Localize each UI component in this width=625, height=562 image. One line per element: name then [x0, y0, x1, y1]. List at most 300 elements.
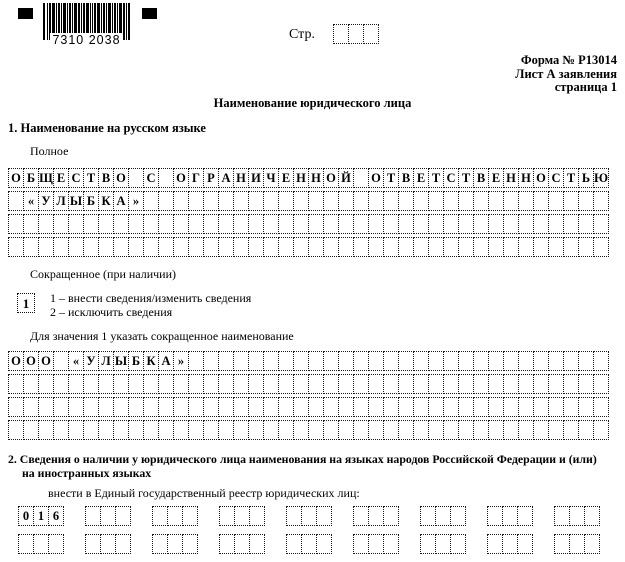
char-cell[interactable]: Ч — [263, 168, 279, 188]
char-cell[interactable]: О — [23, 351, 39, 371]
char-cell[interactable]: С — [548, 168, 564, 188]
char-cell[interactable] — [503, 397, 519, 417]
char-cell[interactable] — [518, 374, 534, 394]
char-cell[interactable] — [23, 214, 39, 234]
char-cell[interactable]: Т — [383, 168, 399, 188]
char-cell[interactable] — [368, 191, 384, 211]
char-cell[interactable]: С — [143, 168, 159, 188]
char-cell[interactable] — [548, 214, 564, 234]
char-cell[interactable] — [233, 214, 249, 234]
char-cell[interactable] — [518, 351, 534, 371]
char-cell[interactable] — [473, 374, 489, 394]
char-cell[interactable] — [518, 191, 534, 211]
char-cell[interactable] — [263, 351, 279, 371]
code-cell[interactable] — [435, 506, 451, 526]
char-cell[interactable] — [188, 374, 204, 394]
char-cell[interactable] — [368, 397, 384, 417]
char-cell[interactable] — [443, 374, 459, 394]
char-cell[interactable] — [293, 351, 309, 371]
char-cell[interactable] — [383, 214, 399, 234]
char-cell[interactable] — [503, 214, 519, 234]
char-cell[interactable] — [323, 214, 339, 234]
char-cell[interactable]: Н — [308, 168, 324, 188]
char-cell[interactable]: Б — [23, 168, 39, 188]
action-code-field[interactable]: 1 — [17, 293, 35, 313]
char-cell[interactable] — [488, 397, 504, 417]
char-cell[interactable]: К — [98, 191, 114, 211]
char-cell[interactable] — [203, 237, 219, 257]
char-cell[interactable] — [68, 397, 84, 417]
char-cell[interactable] — [473, 214, 489, 234]
char-cell[interactable] — [203, 420, 219, 440]
char-cell[interactable] — [233, 420, 249, 440]
char-cell[interactable] — [338, 374, 354, 394]
char-cell[interactable] — [143, 214, 159, 234]
char-cell[interactable] — [353, 168, 369, 188]
char-cell[interactable] — [38, 420, 54, 440]
char-cell[interactable] — [218, 374, 234, 394]
char-cell[interactable] — [443, 351, 459, 371]
char-cell[interactable] — [68, 374, 84, 394]
char-cell[interactable] — [503, 374, 519, 394]
char-cell[interactable]: Т — [83, 168, 99, 188]
char-cell[interactable] — [8, 214, 24, 234]
char-cell[interactable] — [23, 374, 39, 394]
char-cell[interactable] — [518, 237, 534, 257]
code-cell[interactable] — [450, 534, 466, 554]
char-cell[interactable]: Т — [563, 168, 579, 188]
code-cell[interactable] — [420, 534, 436, 554]
char-cell[interactable] — [533, 191, 549, 211]
char-cell[interactable] — [428, 420, 444, 440]
code-cell[interactable] — [219, 534, 235, 554]
char-cell[interactable] — [458, 397, 474, 417]
char-cell[interactable] — [503, 237, 519, 257]
char-cell[interactable] — [278, 237, 294, 257]
char-cell[interactable] — [578, 351, 594, 371]
char-cell[interactable] — [503, 191, 519, 211]
char-cell[interactable]: С — [443, 168, 459, 188]
char-cell[interactable] — [578, 374, 594, 394]
char-cell[interactable] — [563, 374, 579, 394]
code-cell[interactable] — [554, 506, 570, 526]
char-cell[interactable] — [518, 214, 534, 234]
char-cell[interactable] — [53, 397, 69, 417]
code-cell[interactable] — [420, 506, 436, 526]
code-cell[interactable] — [48, 534, 64, 554]
char-cell[interactable]: О — [533, 168, 549, 188]
char-cell[interactable] — [593, 214, 609, 234]
char-cell[interactable] — [488, 374, 504, 394]
char-cell[interactable] — [428, 214, 444, 234]
char-cell[interactable] — [593, 420, 609, 440]
code-cell[interactable] — [152, 506, 168, 526]
char-cell[interactable] — [398, 351, 414, 371]
char-cell[interactable] — [323, 374, 339, 394]
char-cell[interactable] — [158, 374, 174, 394]
char-cell[interactable] — [263, 397, 279, 417]
char-cell[interactable]: А — [158, 351, 174, 371]
char-cell[interactable] — [278, 374, 294, 394]
char-cell[interactable] — [173, 374, 189, 394]
char-cell[interactable] — [593, 237, 609, 257]
code-cell[interactable] — [100, 506, 116, 526]
char-cell[interactable]: Й — [338, 168, 354, 188]
char-cell[interactable] — [248, 374, 264, 394]
char-cell[interactable] — [158, 214, 174, 234]
char-cell[interactable] — [263, 214, 279, 234]
char-cell[interactable] — [338, 191, 354, 211]
char-cell[interactable] — [368, 374, 384, 394]
code-cell[interactable]: 0 — [18, 506, 34, 526]
char-cell[interactable] — [308, 214, 324, 234]
char-cell[interactable] — [113, 214, 129, 234]
char-cell[interactable]: Е — [53, 168, 69, 188]
char-cell[interactable]: А — [113, 191, 129, 211]
char-cell[interactable] — [293, 420, 309, 440]
code-cell[interactable] — [517, 534, 533, 554]
char-cell[interactable] — [413, 214, 429, 234]
char-cell[interactable] — [143, 191, 159, 211]
char-cell[interactable] — [278, 191, 294, 211]
char-cell[interactable] — [338, 351, 354, 371]
char-cell[interactable] — [233, 351, 249, 371]
char-cell[interactable] — [143, 237, 159, 257]
char-cell[interactable]: Л — [53, 191, 69, 211]
char-cell[interactable] — [323, 191, 339, 211]
char-cell[interactable] — [488, 420, 504, 440]
char-cell[interactable] — [428, 397, 444, 417]
char-cell[interactable] — [368, 351, 384, 371]
char-cell[interactable] — [473, 351, 489, 371]
code-cell[interactable] — [517, 506, 533, 526]
char-cell[interactable] — [308, 397, 324, 417]
code-cell[interactable] — [286, 534, 302, 554]
code-cell[interactable] — [584, 534, 600, 554]
char-cell[interactable] — [578, 397, 594, 417]
char-cell[interactable] — [383, 374, 399, 394]
code-cell[interactable] — [286, 506, 302, 526]
char-cell[interactable] — [563, 237, 579, 257]
char-cell[interactable] — [128, 168, 144, 188]
code-cell[interactable] — [383, 534, 399, 554]
code-cell[interactable] — [85, 506, 101, 526]
char-cell[interactable] — [428, 374, 444, 394]
char-cell[interactable]: В — [98, 168, 114, 188]
char-cell[interactable] — [233, 191, 249, 211]
char-cell[interactable] — [353, 237, 369, 257]
char-cell[interactable]: » — [128, 191, 144, 211]
code-cell[interactable] — [502, 534, 518, 554]
char-cell[interactable] — [23, 420, 39, 440]
char-cell[interactable]: Н — [503, 168, 519, 188]
char-cell[interactable] — [503, 420, 519, 440]
char-cell[interactable] — [593, 351, 609, 371]
char-cell[interactable] — [143, 397, 159, 417]
char-cell[interactable] — [158, 168, 174, 188]
char-cell[interactable] — [278, 420, 294, 440]
char-cell[interactable] — [398, 420, 414, 440]
char-cell[interactable] — [443, 420, 459, 440]
char-cell[interactable] — [548, 374, 564, 394]
char-cell[interactable] — [443, 191, 459, 211]
char-cell[interactable] — [338, 420, 354, 440]
char-cell[interactable] — [578, 420, 594, 440]
char-cell[interactable] — [443, 214, 459, 234]
code-cell[interactable]: 1 — [33, 506, 49, 526]
char-cell[interactable] — [548, 351, 564, 371]
char-cell[interactable]: Щ — [38, 168, 54, 188]
char-cell[interactable] — [8, 397, 24, 417]
char-cell[interactable] — [533, 420, 549, 440]
char-cell[interactable] — [368, 420, 384, 440]
char-cell[interactable] — [188, 237, 204, 257]
char-cell[interactable] — [218, 351, 234, 371]
code-cell[interactable] — [487, 534, 503, 554]
char-cell[interactable] — [68, 214, 84, 234]
char-cell[interactable] — [68, 237, 84, 257]
char-cell[interactable]: С — [68, 168, 84, 188]
char-cell[interactable]: Б — [83, 191, 99, 211]
char-cell[interactable]: О — [8, 168, 24, 188]
char-cell[interactable] — [458, 374, 474, 394]
char-cell[interactable] — [308, 351, 324, 371]
char-cell[interactable] — [53, 351, 69, 371]
code-cell[interactable] — [167, 506, 183, 526]
code-cell[interactable] — [383, 506, 399, 526]
char-cell[interactable] — [458, 191, 474, 211]
char-cell[interactable] — [593, 191, 609, 211]
char-cell[interactable] — [8, 237, 24, 257]
char-cell[interactable] — [248, 351, 264, 371]
char-cell[interactable] — [83, 237, 99, 257]
code-cell[interactable] — [435, 534, 451, 554]
code-cell[interactable] — [487, 506, 503, 526]
code-cell[interactable] — [234, 506, 250, 526]
char-cell[interactable] — [188, 214, 204, 234]
char-cell[interactable] — [488, 191, 504, 211]
char-cell[interactable] — [383, 351, 399, 371]
char-cell[interactable] — [413, 191, 429, 211]
char-cell[interactable] — [38, 237, 54, 257]
char-cell[interactable] — [128, 237, 144, 257]
char-cell[interactable] — [383, 420, 399, 440]
char-cell[interactable] — [458, 237, 474, 257]
char-cell[interactable] — [8, 374, 24, 394]
char-cell[interactable] — [293, 191, 309, 211]
char-cell[interactable] — [293, 374, 309, 394]
char-cell[interactable] — [563, 420, 579, 440]
char-cell[interactable] — [128, 397, 144, 417]
char-cell[interactable]: О — [323, 168, 339, 188]
char-cell[interactable] — [38, 397, 54, 417]
char-cell[interactable] — [308, 374, 324, 394]
char-cell[interactable]: О — [113, 168, 129, 188]
char-cell[interactable] — [233, 374, 249, 394]
char-cell[interactable] — [413, 237, 429, 257]
code-cell[interactable] — [167, 534, 183, 554]
char-cell[interactable] — [248, 191, 264, 211]
char-cell[interactable] — [353, 351, 369, 371]
char-cell[interactable]: У — [38, 191, 54, 211]
char-cell[interactable] — [218, 237, 234, 257]
char-cell[interactable] — [548, 420, 564, 440]
page-number-cell[interactable] — [348, 24, 364, 44]
char-cell[interactable] — [323, 397, 339, 417]
char-cell[interactable] — [278, 351, 294, 371]
code-cell[interactable] — [249, 506, 265, 526]
code-cell[interactable] — [368, 534, 384, 554]
char-cell[interactable]: О — [173, 168, 189, 188]
char-cell[interactable]: Е — [413, 168, 429, 188]
char-cell[interactable] — [248, 237, 264, 257]
char-cell[interactable] — [248, 214, 264, 234]
char-cell[interactable] — [83, 214, 99, 234]
char-cell[interactable] — [278, 397, 294, 417]
char-cell[interactable] — [398, 214, 414, 234]
char-cell[interactable] — [173, 237, 189, 257]
char-cell[interactable] — [518, 397, 534, 417]
char-cell[interactable] — [488, 237, 504, 257]
char-cell[interactable] — [533, 397, 549, 417]
code-cell[interactable] — [368, 506, 384, 526]
page-number-cell[interactable] — [333, 24, 349, 44]
char-cell[interactable] — [338, 237, 354, 257]
char-cell[interactable]: О — [8, 351, 24, 371]
char-cell[interactable] — [53, 237, 69, 257]
char-cell[interactable] — [188, 351, 204, 371]
char-cell[interactable] — [398, 397, 414, 417]
char-cell[interactable] — [473, 191, 489, 211]
code-cell[interactable] — [450, 506, 466, 526]
char-cell[interactable] — [563, 214, 579, 234]
char-cell[interactable] — [68, 420, 84, 440]
char-cell[interactable] — [263, 191, 279, 211]
char-cell[interactable] — [473, 237, 489, 257]
char-cell[interactable] — [128, 374, 144, 394]
char-cell[interactable] — [533, 214, 549, 234]
char-cell[interactable] — [203, 351, 219, 371]
code-cell[interactable] — [316, 506, 332, 526]
char-cell[interactable] — [38, 374, 54, 394]
char-cell[interactable] — [563, 397, 579, 417]
char-cell[interactable] — [98, 237, 114, 257]
char-cell[interactable] — [128, 420, 144, 440]
char-cell[interactable] — [203, 374, 219, 394]
char-cell[interactable] — [203, 191, 219, 211]
code-cell[interactable] — [115, 506, 131, 526]
char-cell[interactable] — [218, 214, 234, 234]
char-cell[interactable] — [548, 191, 564, 211]
char-cell[interactable] — [173, 397, 189, 417]
char-cell[interactable] — [53, 374, 69, 394]
char-cell[interactable] — [233, 397, 249, 417]
char-cell[interactable] — [143, 420, 159, 440]
char-cell[interactable] — [338, 214, 354, 234]
char-cell[interactable] — [188, 191, 204, 211]
char-cell[interactable] — [383, 397, 399, 417]
char-cell[interactable] — [158, 397, 174, 417]
char-cell[interactable] — [233, 237, 249, 257]
char-cell[interactable] — [353, 397, 369, 417]
page-number-cell[interactable] — [363, 24, 379, 44]
code-cell[interactable] — [569, 534, 585, 554]
char-cell[interactable] — [113, 374, 129, 394]
char-cell[interactable] — [458, 420, 474, 440]
char-cell[interactable] — [578, 191, 594, 211]
char-cell[interactable] — [398, 374, 414, 394]
code-cell[interactable] — [100, 534, 116, 554]
char-cell[interactable] — [308, 191, 324, 211]
code-cell[interactable] — [234, 534, 250, 554]
char-cell[interactable] — [353, 214, 369, 234]
char-cell[interactable] — [98, 397, 114, 417]
char-cell[interactable] — [518, 420, 534, 440]
char-cell[interactable] — [23, 237, 39, 257]
char-cell[interactable] — [8, 191, 24, 211]
char-cell[interactable]: К — [143, 351, 159, 371]
char-cell[interactable] — [218, 191, 234, 211]
char-cell[interactable] — [413, 420, 429, 440]
char-cell[interactable] — [308, 237, 324, 257]
char-cell[interactable] — [533, 237, 549, 257]
char-cell[interactable] — [53, 420, 69, 440]
char-cell[interactable] — [188, 397, 204, 417]
code-cell[interactable] — [554, 534, 570, 554]
char-cell[interactable] — [293, 237, 309, 257]
char-cell[interactable] — [398, 237, 414, 257]
code-cell[interactable] — [353, 534, 369, 554]
code-cell[interactable] — [115, 534, 131, 554]
char-cell[interactable] — [353, 191, 369, 211]
char-cell[interactable]: « — [68, 351, 84, 371]
char-cell[interactable] — [293, 214, 309, 234]
char-cell[interactable]: Т — [458, 168, 474, 188]
char-cell[interactable] — [158, 237, 174, 257]
char-cell[interactable] — [443, 237, 459, 257]
code-cell[interactable] — [85, 534, 101, 554]
char-cell[interactable]: Н — [518, 168, 534, 188]
char-cell[interactable]: Т — [428, 168, 444, 188]
code-cell[interactable] — [301, 506, 317, 526]
char-cell[interactable]: В — [398, 168, 414, 188]
char-cell[interactable] — [173, 214, 189, 234]
char-cell[interactable] — [323, 351, 339, 371]
char-cell[interactable] — [173, 420, 189, 440]
char-cell[interactable] — [263, 237, 279, 257]
char-cell[interactable] — [353, 420, 369, 440]
char-cell[interactable] — [98, 420, 114, 440]
char-cell[interactable] — [203, 214, 219, 234]
char-cell[interactable] — [458, 214, 474, 234]
char-cell[interactable]: Р — [203, 168, 219, 188]
char-cell[interactable] — [473, 397, 489, 417]
code-cell[interactable] — [182, 534, 198, 554]
char-cell[interactable] — [218, 420, 234, 440]
code-cell[interactable]: 6 — [48, 506, 64, 526]
code-cell[interactable] — [569, 506, 585, 526]
char-cell[interactable] — [113, 420, 129, 440]
char-cell[interactable] — [398, 191, 414, 211]
code-cell[interactable] — [584, 506, 600, 526]
char-cell[interactable] — [563, 351, 579, 371]
char-cell[interactable]: В — [473, 168, 489, 188]
char-cell[interactable] — [8, 420, 24, 440]
char-cell[interactable] — [383, 191, 399, 211]
char-cell[interactable] — [458, 351, 474, 371]
code-cell[interactable] — [18, 534, 34, 554]
char-cell[interactable] — [323, 420, 339, 440]
